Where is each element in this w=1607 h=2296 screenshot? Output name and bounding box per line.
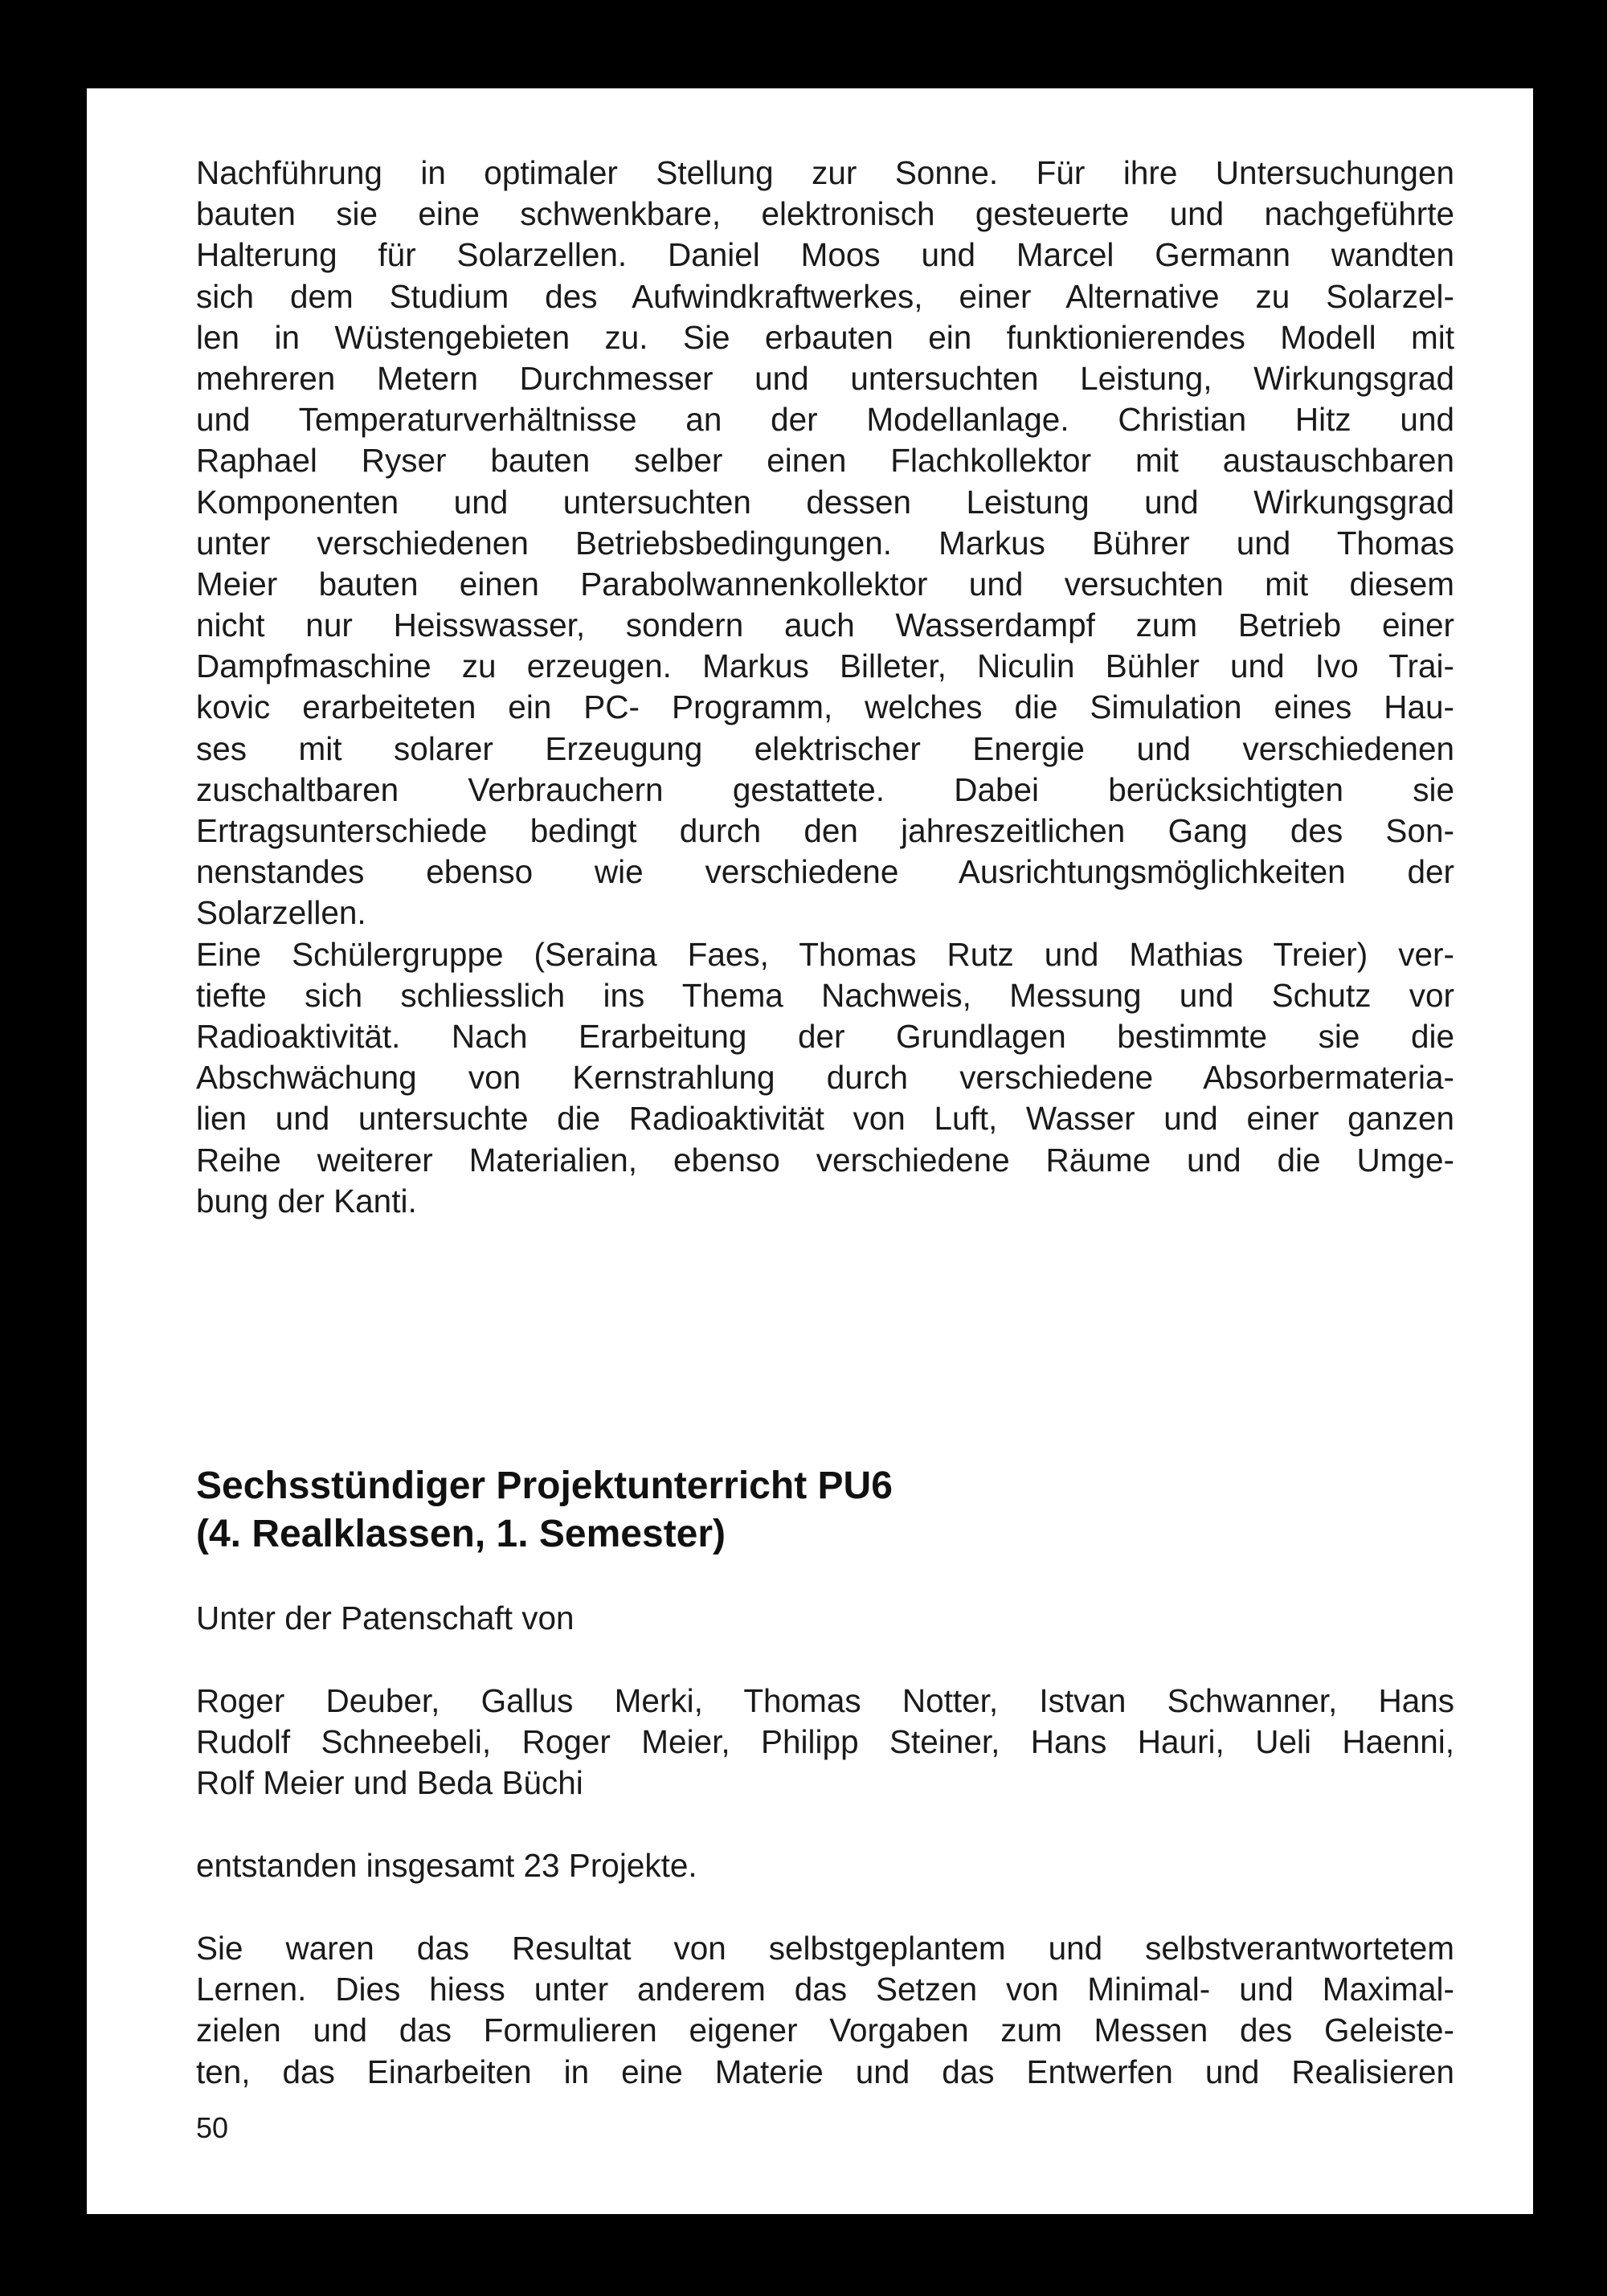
text-line: Eine Schülergruppe (Seraina Faes, Thomas Rutz und Mathias Treier) ver-	[196, 935, 1454, 973]
text-line: Dampfmaschine zu erzeugen. Markus Billeter, Niculin Bühler und Ivo Trai-	[196, 648, 1454, 685]
text-line: Ertragsunterschiede bedingt durch den jahreszeitlichen Gang des Son-	[196, 812, 1454, 849]
closing-paragraph	[196, 1928, 1454, 2093]
text-line: Raphael Ryser bauten selber einen Flachkollektor mit austauschbaren	[196, 442, 1454, 480]
text-line: ses mit solarer Erzeugung elektrischer Energie und verschiedenen	[196, 729, 1454, 767]
text-line: Komponenten und untersuchten dessen Leistung und Wirkungsgrad	[196, 483, 1454, 521]
text-line: bung der Kanti.	[196, 1182, 417, 1219]
text-line: zuschaltbaren Verbrauchern gestattete. Dabei berücksichtigten sie	[196, 770, 1454, 808]
text-line: len in Wüstengebieten zu. Sie erbauten ein funktionierendes Modell mit	[196, 318, 1454, 356]
intro-text	[196, 1598, 1454, 1639]
text-line: nicht nur Heisswasser, sondern auch Wasserdampf zum Betrieb einer	[196, 607, 1454, 644]
text-line: Halterung für Solarzellen. Daniel Moos und Marcel Germann wandten	[196, 236, 1454, 274]
text-line: und Temperaturverhältnisse an der Modellanlage. Christian Hitz und	[196, 401, 1454, 439]
text-line: lien und untersuchte die Radioaktivität von Luft, Wasser und einer ganzen	[196, 1100, 1454, 1138]
result-text	[196, 1845, 1454, 1886]
text-line: Sie waren das Resultat von selbstgeplantem und selbstverantwortetem	[196, 1930, 1454, 1967]
text-line: bauten sie eine schwenkbare, elektronisch gesteuerte und nachgeführte	[196, 195, 1454, 233]
text-line: Unter der Patenschaft von	[196, 1599, 575, 1636]
text-line: Rolf Meier und Beda Büchi	[196, 1764, 583, 1802]
text-line: entstanden insgesamt 23 Projekte.	[196, 1847, 697, 1884]
section-heading	[196, 1462, 1454, 1559]
paragraph-solar-projects	[196, 153, 1454, 934]
names-list	[196, 1681, 1454, 1804]
text-line: Nachführung in optimaler Stellung zur Sonne. Für ihre Untersuchungen	[196, 154, 1454, 191]
text-line: Solarzellen.	[196, 894, 366, 932]
text-line: Meier bauten einen Parabolwannenkollektor und versuchten mit diesem	[196, 565, 1454, 603]
text-line: Rudolf Schneebeli, Roger Meier, Philipp Steiner, Hans Hauri, Ueli Haenni,	[196, 1723, 1454, 1761]
heading-line: Sechsstündiger Projektunterricht PU6	[196, 1465, 893, 1507]
text-line: ten, das Einarbeiten in eine Materie und das Entwerfen und Realisieren	[196, 2053, 1454, 2090]
text-line: Lernen. Dies hiess unter anderem das Setzen von Minimal- und Maximal-	[196, 1971, 1454, 2008]
text-line: tiefte sich schliesslich ins Thema Nachweis, Messung und Schutz vor	[196, 976, 1454, 1014]
page-number: 50	[196, 2111, 229, 2144]
body-text	[196, 153, 1454, 1222]
text-line: unter verschiedenen Betriebsbedingungen. Markus Bührer und Thomas	[196, 524, 1454, 562]
text-line: zielen und das Formulieren eigener Vorgaben zum Messen des Geleiste-	[196, 2012, 1454, 2049]
text-line: Roger Deuber, Gallus Merki, Thomas Notter, Istvan Schwanner, Hans	[196, 1682, 1454, 1719]
text-line: nenstandes ebenso wie verschiedene Ausrichtungsmöglichkeiten der	[196, 853, 1454, 891]
text-line: Abschwächung von Kernstrahlung durch verschiedene Absorbermateria-	[196, 1059, 1454, 1097]
text-line: Reihe weiterer Materialien, ebenso verschiedene Räume und die Umge-	[196, 1141, 1454, 1179]
text-line: kovic erarbeiteten ein PC- Programm, welches die Simulation eines Hau-	[196, 688, 1454, 726]
paragraph-radioactivity	[196, 934, 1454, 1222]
text-line: mehreren Metern Durchmesser und untersuchten Leistung, Wirkungsgrad	[196, 359, 1454, 397]
heading-line: (4. Realklassen, 1. Semester)	[196, 1513, 726, 1555]
text-line: sich dem Studium des Aufwindkraftwerkes, einer Alternative zu Solarzel-	[196, 277, 1454, 315]
text-line: Radioaktivität. Nach Erarbeitung der Grundlagen bestimmte sie die	[196, 1017, 1454, 1055]
